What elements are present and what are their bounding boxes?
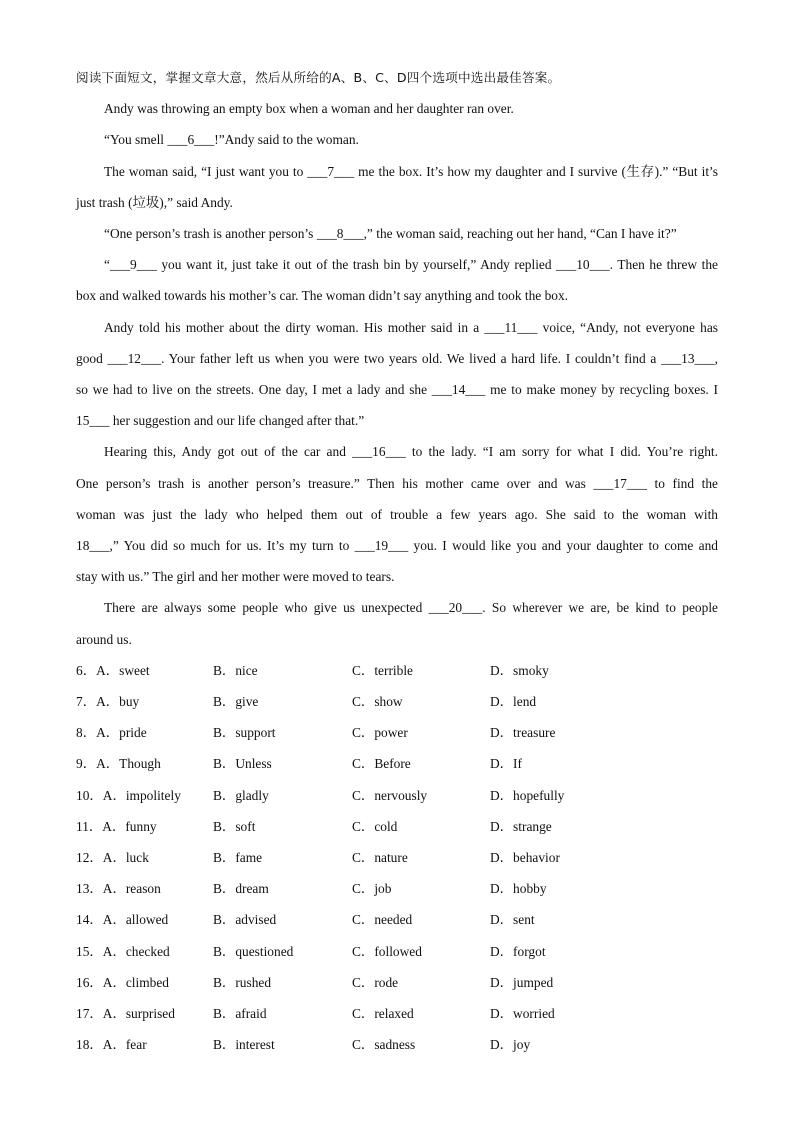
passage-line: “___9___ you want it, just take it out of the trash bin by yourself,” Andy replied ___10___. Then he threw the	[104, 257, 718, 273]
question-row	[76, 811, 718, 842]
option-b: B．dream	[213, 881, 269, 897]
options-list	[76, 655, 718, 1060]
option-c: C．nature	[352, 849, 408, 865]
option-b: B．advised	[213, 912, 277, 928]
option-c: C．sadness	[352, 1037, 416, 1053]
option-b: B．fame	[213, 849, 263, 865]
passage-line: just trash (垃圾),” said Andy.	[76, 194, 233, 210]
document-page	[76, 62, 718, 1060]
option-c: C．cold	[352, 818, 398, 834]
option-c: C．nervously	[352, 787, 428, 803]
question-row	[76, 998, 718, 1029]
option-c: C．needed	[352, 912, 413, 928]
option-c: C．rode	[352, 974, 399, 990]
passage-line: box and walked towards his mother’s car. The woman didn’t say anything and took the box.	[76, 288, 569, 304]
option-d: D．hobby	[490, 881, 547, 897]
option-d: D．smoky	[490, 662, 549, 678]
passage-line: so we had to live on the streets. One day, I met a lady and she ___14___ me to make money by recycling boxes. I	[76, 382, 718, 398]
option-d: D．joy	[490, 1037, 531, 1053]
option-d: D．hopefully	[490, 787, 565, 803]
passage-line: “One person’s trash is another person’s ___8___,” the woman said, reaching out her hand, “Can I have it?”	[104, 226, 677, 242]
passage-line: The woman said, “I just want you to ___7___ me the box. It’s how my daughter and I survive (生存).” “But it’s	[104, 163, 718, 179]
option-d: D．If	[490, 756, 522, 772]
option-b: B．gladly	[213, 787, 269, 803]
passage-line: Andy told his mother about the dirty woman. His mother said in a ___11___ voice, “Andy, not everyone has	[104, 319, 718, 335]
passage-line: around us.	[76, 631, 132, 647]
question-row	[76, 686, 718, 717]
option-d: D．treasure	[490, 725, 556, 741]
option-d: D．jumped	[490, 974, 554, 990]
question-row	[76, 904, 718, 935]
option-a: 7．A．buy	[76, 694, 140, 710]
option-c: C．terrible	[352, 662, 413, 678]
instruction-text: 阅读下面短文，掌握文章大意，然后从所给的A、B、C、D四个选项中选出最佳答案。	[76, 70, 561, 85]
option-a: 11．A．funny	[76, 818, 157, 834]
option-d: D．lend	[490, 694, 537, 710]
option-c: C．relaxed	[352, 1005, 414, 1021]
option-b: B．rushed	[213, 974, 272, 990]
passage-line: Andy was throwing an empty box when a woman and her daughter ran over.	[104, 101, 514, 117]
passage-line: “You smell ___6___!”Andy said to the woman.	[104, 132, 359, 148]
question-row	[76, 873, 718, 904]
option-d: D．forgot	[490, 943, 546, 959]
question-row	[76, 655, 718, 686]
question-row	[76, 842, 718, 873]
question-row	[76, 780, 718, 811]
option-c: C．Before	[352, 756, 411, 772]
option-b: B．questioned	[213, 943, 294, 959]
option-a: 18．A．fear	[76, 1037, 147, 1053]
option-b: B．afraid	[213, 1005, 267, 1021]
option-a: 14．A．allowed	[76, 912, 169, 928]
option-c: C．job	[352, 881, 392, 897]
option-a: 12．A．luck	[76, 849, 149, 865]
option-d: D．strange	[490, 818, 552, 834]
option-d: D．worried	[490, 1005, 555, 1021]
option-a: 8．A．pride	[76, 725, 147, 741]
option-d: D．sent	[490, 912, 535, 928]
option-a: 17．A．surprised	[76, 1005, 175, 1021]
passage-line: There are always some people who give us unexpected ___20___. So wherever we are, be kind to people	[104, 600, 718, 616]
option-b: B．soft	[213, 818, 256, 834]
option-b: B．interest	[213, 1037, 275, 1053]
passage-line: good ___12___. Your father left us when you were two years old. We lived a hard life. I couldn’t find a ___13___,	[76, 350, 718, 366]
option-b: B．give	[213, 694, 259, 710]
option-a: 16．A．climbed	[76, 974, 169, 990]
option-b: B．Unless	[213, 756, 272, 772]
option-b: B．support	[213, 725, 276, 741]
question-row	[76, 967, 718, 998]
question-row	[76, 748, 718, 779]
option-c: C．show	[352, 694, 403, 710]
passage-line: Hearing this, Andy got out of the car and ___16___ to the lady. “I am sorry for what I did. You’re right.	[104, 444, 718, 460]
option-c: C．followed	[352, 943, 422, 959]
passage-line: woman was just the lady who helped them out of trouble a few years ago. She said to the woman with	[76, 506, 718, 522]
option-a: 10．A．impolitely	[76, 787, 181, 803]
question-row	[76, 1029, 718, 1060]
option-b: B．nice	[213, 662, 258, 678]
option-d: D．behavior	[490, 849, 560, 865]
passage-line: One person’s trash is another person’s treasure.” Then his mother came over and was ___17___ to find the	[76, 475, 718, 491]
question-row	[76, 717, 718, 748]
passage-line: 18___,” You did so much for us. It’s my turn to ___19___ you. I would like you and your daughter to come and	[76, 538, 718, 554]
option-c: C．power	[352, 725, 408, 741]
passage-line: 15___ her suggestion and our life changed after that.”	[76, 413, 365, 429]
option-a: 9．A．Though	[76, 756, 161, 772]
option-a: 13．A．reason	[76, 881, 161, 897]
option-a: 6．A．sweet	[76, 662, 150, 678]
passage-line: stay with us.” The girl and her mother were moved to tears.	[76, 569, 395, 585]
question-row	[76, 936, 718, 967]
option-a: 15．A．checked	[76, 943, 170, 959]
